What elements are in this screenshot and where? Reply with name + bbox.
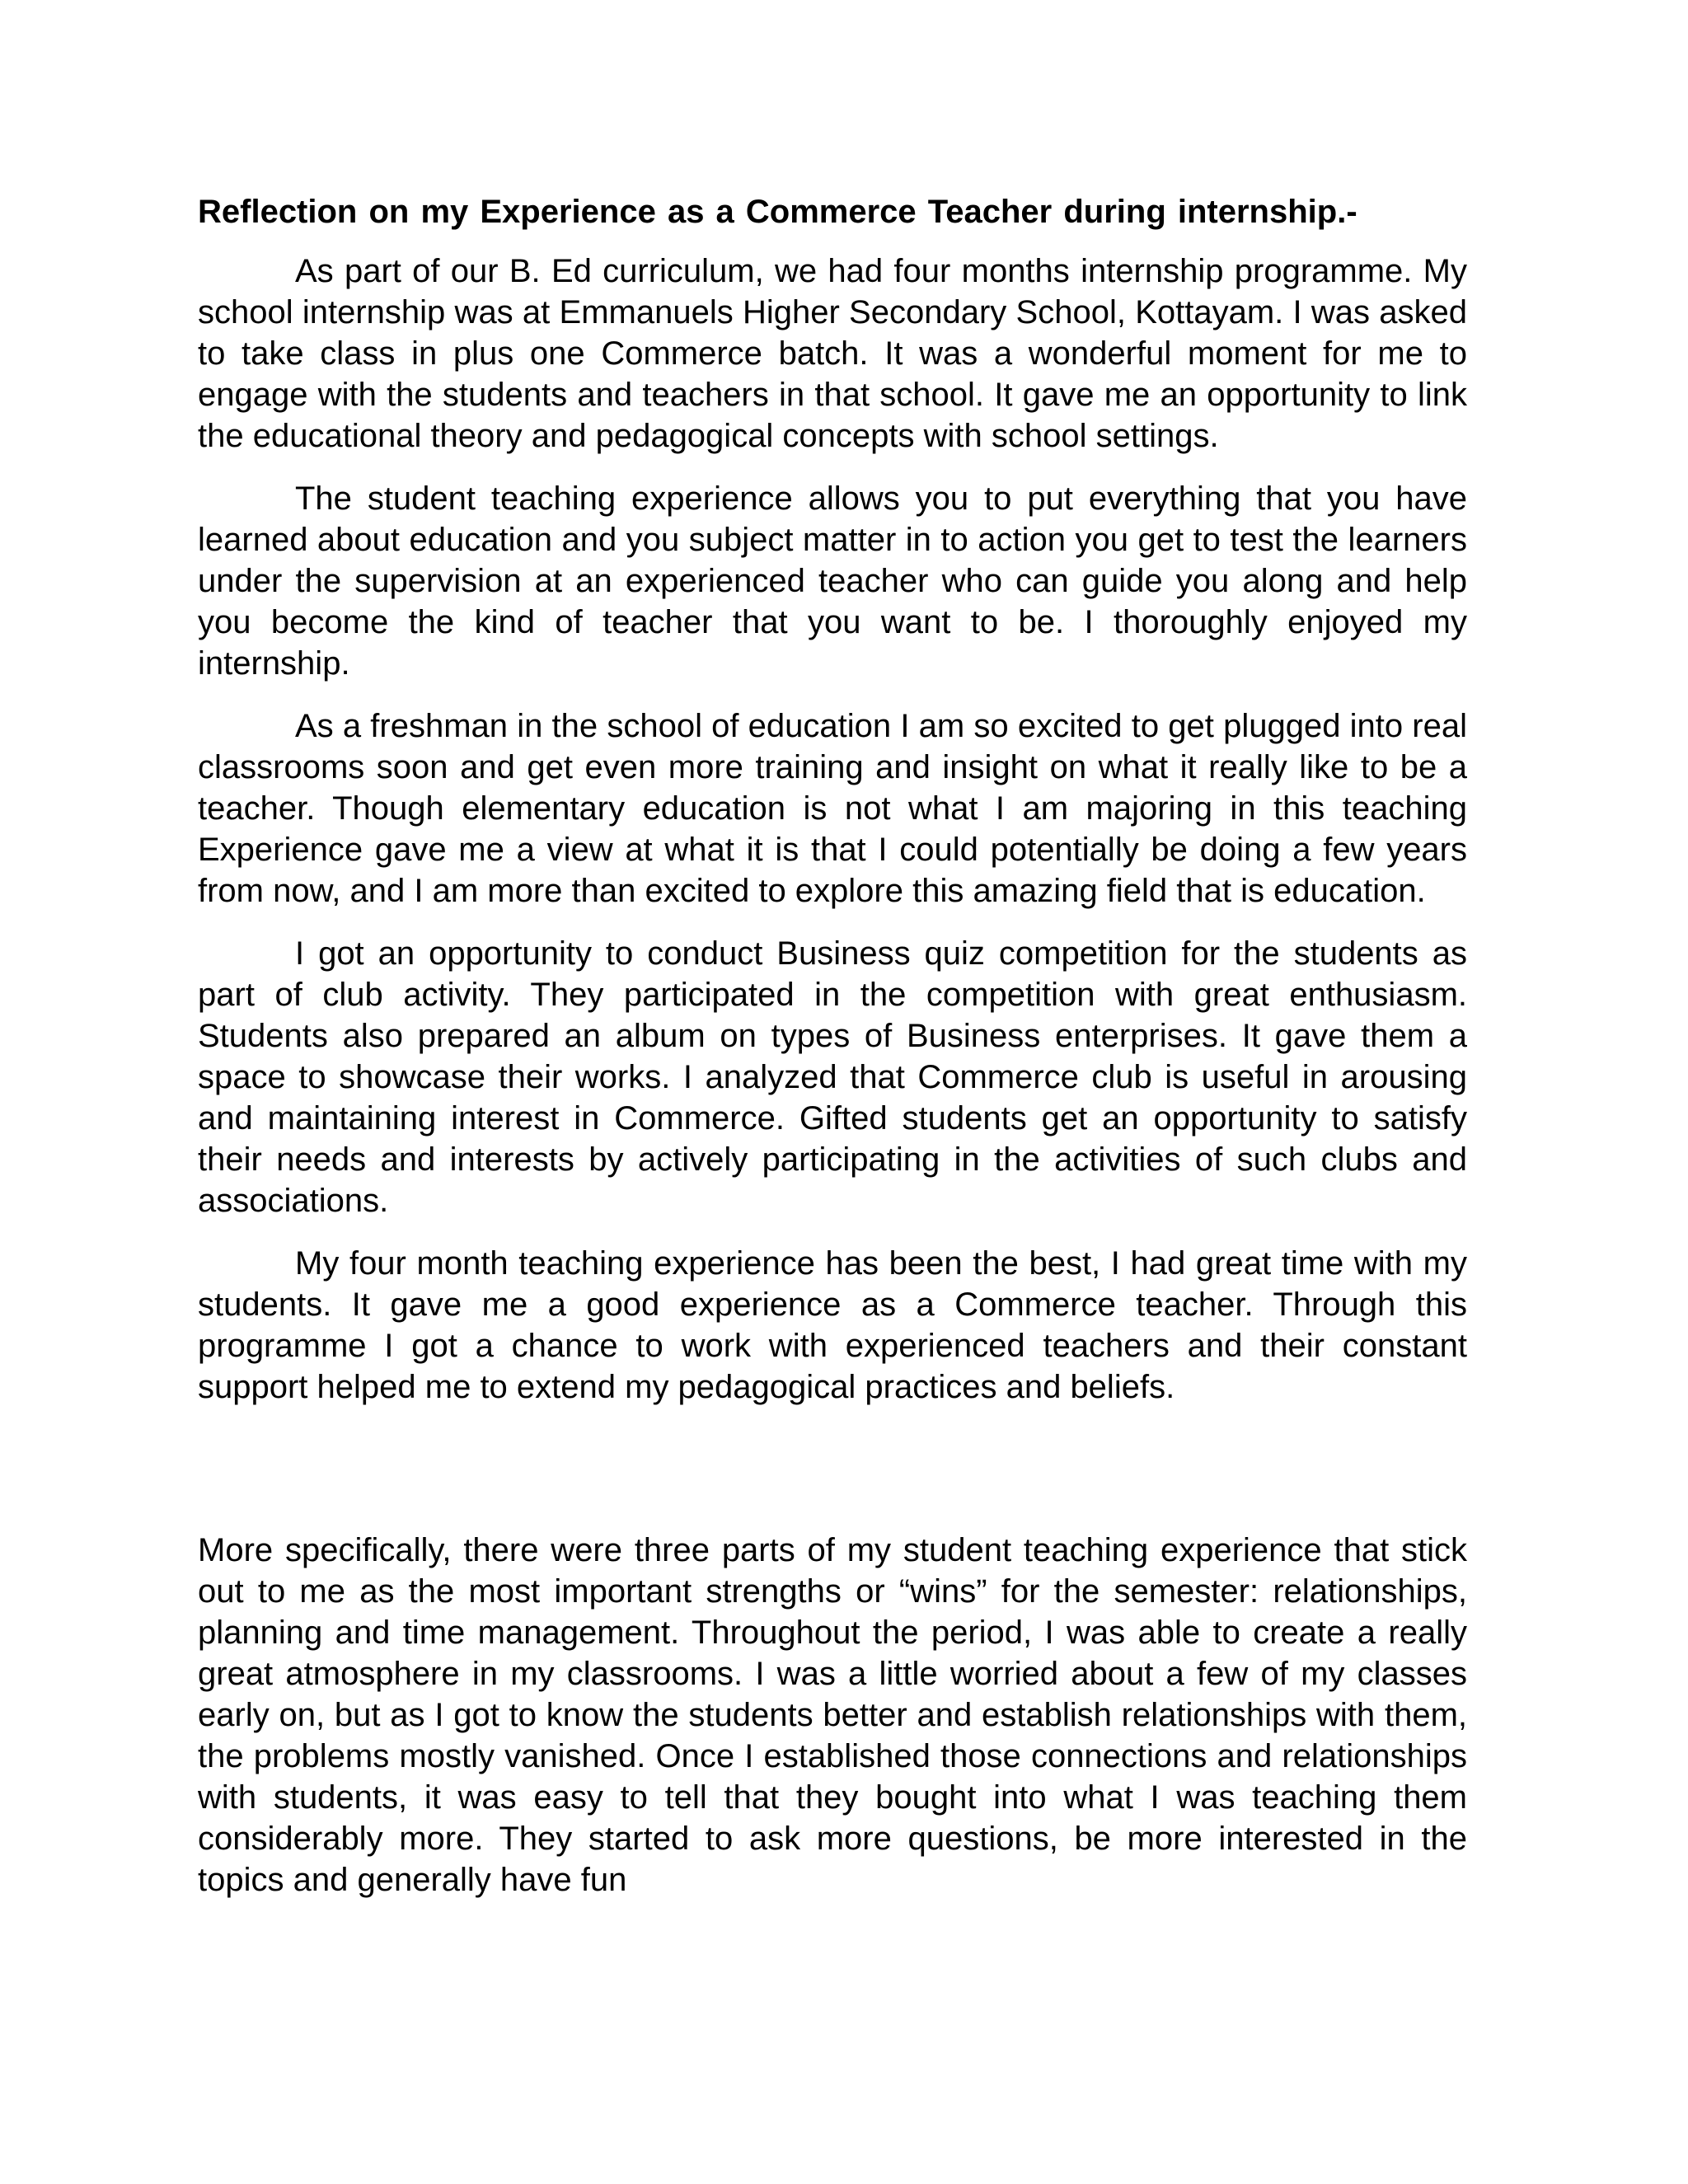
document-body bbox=[198, 191, 1467, 1922]
paragraph-three-strengths: More specifically, there were three parts of my student teaching experience that stick out to me as the most important strengths or “wins” for the semester: relationships, planning and time management. Throughout the period, I was able to create a really great atmosphere in my classrooms. I was a little worried about a few of my classes early on, but as I got to know the students better and establish relationships with them, the problems mostly vanished. Once I established those connections and relationships with students, it was easy to tell that they bought into what I was teaching them considerably more. They started to ask more questions, be more interested in the topics and generally have fun bbox=[198, 1532, 1467, 1898]
paragraph-freshman: As a freshman in the school of education I am so excited to get plugged into real classrooms soon and get even more training and insight on what it really like to be a teacher. Though elementary education is not what I am majoring in this teaching Experience gave me a view at what it is that I could potentially be doing a few years from now, and I am more than excited to explore this amazing field that is education. bbox=[198, 708, 1467, 909]
paragraph-student-teaching: The student teaching experience allows you to put everything that you have learned about education and you subject matter in to action you get to test the learners under the supervision at an experienced teacher who can guide you along and help you become the kind of teacher that you want to be. I thoroughly enjoyed my internship. bbox=[198, 480, 1467, 682]
paragraph-business-quiz: I got an opportunity to conduct Business quiz competition for the students as part of club activity. They participated in the competition with great enthusiasm. Students also prepared an album on types of Business enterprises. It gave them a space to showcase their works. I analyzed that Commerce club is useful in arousing and maintaining interest in Commerce. Gifted students get an opportunity to satisfy their needs and interests by actively participating in the activities of such clubs and associations. bbox=[198, 935, 1467, 1219]
document-title: Reflection on my Experience as a Commerce Teacher during internship.- bbox=[198, 194, 1357, 230]
paragraph-internship-intro: As part of our B. Ed curriculum, we had four months internship programme. My school internship was at Emmanuels Higher Secondary School, Kottayam. I was asked to take class in plus one Commerce batch. It was a wonderful moment for me to engage with the students and teachers in that school. It gave me an opportunity to link the educational theory and pedagogical concepts with school settings. bbox=[198, 253, 1467, 454]
paragraph-four-month-experience: My four month teaching experience has been the best, I had great time with my students. It gave me a good experience as a Commerce teacher. Through this programme I got a chance to work with experienced teachers and their constant support helped me to extend my pedagogical practices and beliefs. bbox=[198, 1245, 1467, 1405]
